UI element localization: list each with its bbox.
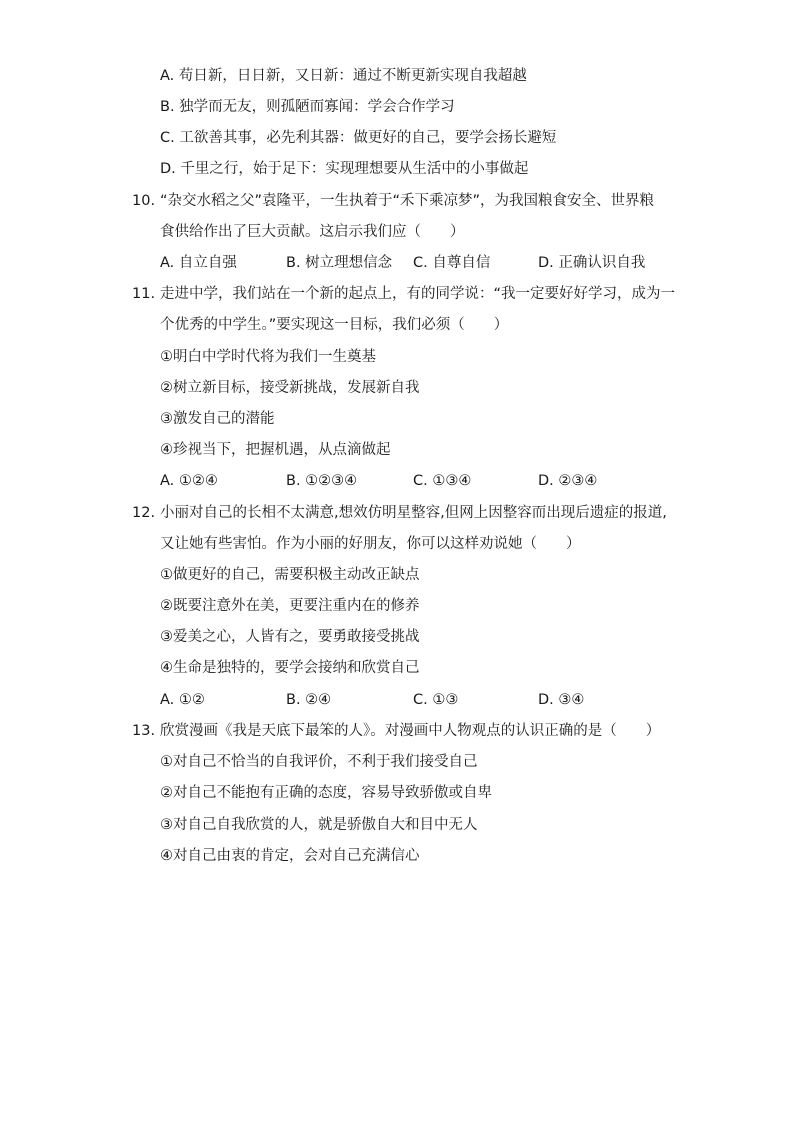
q13-number: 13.: [132, 723, 156, 739]
q13-statement-4: ④对自己由衷的肯定，会对自己充满信心: [160, 848, 420, 864]
q11-text-line1: 走进中学，我们站在一个新的起点上，有的同学说：“我一定要好好学习，成为一: [160, 286, 676, 302]
q12-statement-2: ②既要注意外在美，更要注重内在的修养: [160, 598, 420, 614]
q10-option-a: A. 自立自强: [160, 255, 237, 271]
q12-option-c: C. ①③: [413, 692, 459, 708]
q11-option-b: B. ①②③④: [286, 473, 358, 489]
q10-text-line1: “杂交水稻之父”袁隆平，一生执着于“禾下乘凉梦”，为我国粮食安全、世界粮: [160, 193, 655, 209]
q12-option-b: B. ②④: [286, 692, 332, 708]
q13-statement-2: ②对自己不能抱有正确的态度，容易导致骄傲或自卑: [160, 785, 492, 801]
q12-text-line2: 又让她有些害怕。作为小丽的好朋友，你可以这样劝说她（ ）: [160, 536, 581, 552]
prev-option-c: C. 工欲善其事，必先利其器：做更好的自己，要学会扬长避短: [160, 130, 557, 146]
prev-option-d: D. 千里之行，始于足下：实现理想要从生活中的小事做起: [160, 161, 529, 177]
q12-statement-4: ④生命是独特的，要学会接纳和欣赏自己: [160, 660, 420, 676]
q11-statement-2: ②树立新目标，接受新挑战，发展新自我: [160, 380, 420, 396]
q12-statement-3: ③爱美之心，人皆有之，要勇敢接受挑战: [160, 629, 420, 645]
q11-statement-4: ④珍视当下，把握机遇，从点滴做起: [160, 442, 391, 458]
q12-text-line1: 小丽对自己的长相不太满意,想效仿明星整容,但网上因整容而出现后遗症的报道,: [160, 505, 667, 521]
q12-number: 12.: [132, 505, 156, 521]
q11-number: 11.: [132, 286, 156, 302]
q12-option-d: D. ③④: [538, 692, 585, 708]
q10-number: 10.: [132, 193, 156, 209]
q11-text-line2: 个优秀的中学生。”要实现这一目标，我们必须（ ）: [160, 317, 509, 333]
q13-statement-1: ①对自己不恰当的自我评价，不利于我们接受自己: [160, 754, 478, 770]
q10-option-b: B. 树立理想信念: [286, 255, 393, 271]
q10-option-c: C. 自尊自信: [413, 255, 491, 271]
q12-option-a: A. ①②: [160, 692, 205, 708]
q11-option-a: A. ①②④: [160, 473, 218, 489]
q11-statement-3: ③激发自己的潜能: [160, 411, 275, 427]
prev-option-a: A. 苟日新，日日新，又日新：通过不断更新实现自我超越: [160, 68, 527, 84]
q11-option-d: D. ②③④: [538, 473, 598, 489]
q13-statement-3: ③对自己自我欣赏的人，就是骄傲自大和目中无人: [160, 817, 478, 833]
q11-statement-1: ①明白中学时代将为我们一生奠基: [160, 349, 376, 365]
q10-text-line2: 食供给作出了巨大贡献。这启示我们应（ ）: [160, 224, 465, 240]
prev-option-b: B. 独学而无友，则孤陋而寡闻：学会合作学习: [160, 99, 455, 115]
q13-text-line1: 欣赏漫画《我是天底下最笨的人》。对漫画中人物观点的认识正确的是（ ）: [160, 723, 661, 739]
q12-statement-1: ①做更好的自己，需要积极主动改正缺点: [160, 567, 420, 583]
q11-option-c: C. ①③④: [413, 473, 472, 489]
q10-option-d: D. 正确认识自我: [538, 255, 646, 271]
